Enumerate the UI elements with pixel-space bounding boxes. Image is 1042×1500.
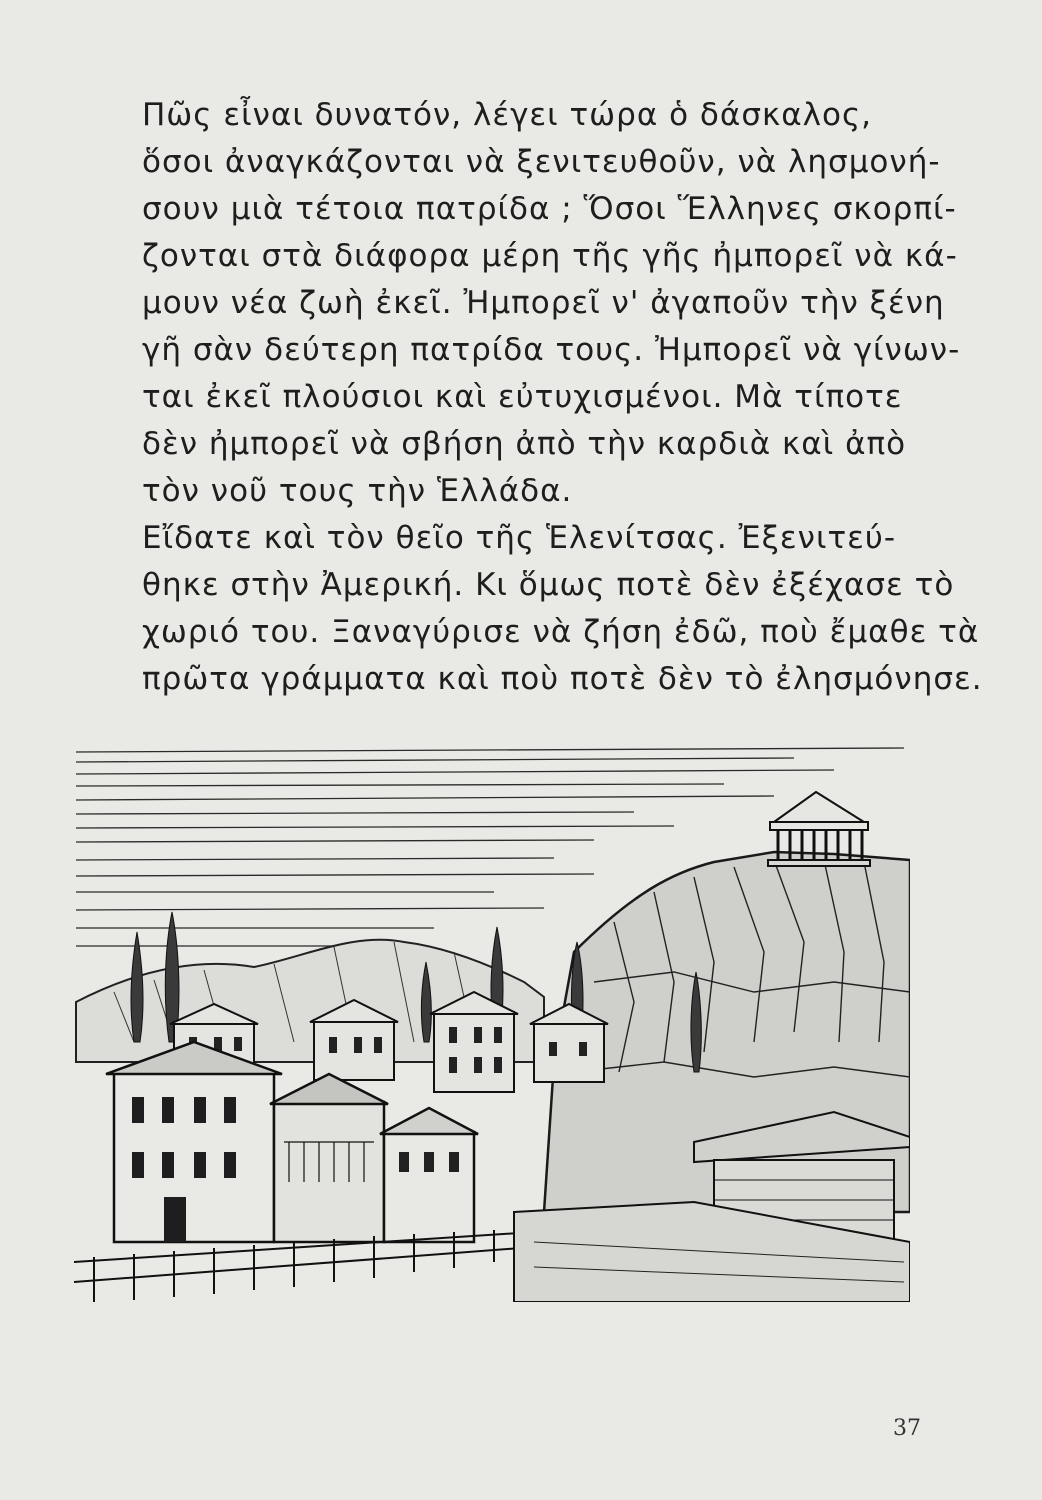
text-line: ται ἐκεῖ πλούσιοι καὶ εὐτυχισμένοι. Μὰ τίποτε (142, 379, 903, 415)
text-line: θηκε στὴν Ἀμερική. Κι ὅμως ποτὲ δὲν ἐξέχασε τὸ (142, 567, 955, 603)
illustration-drawing (74, 742, 910, 1302)
text-line: Πῶς εἶναι δυνατόν, λέγει τώρα ὁ δάσκαλος, (142, 97, 873, 133)
body-text (110, 92, 983, 703)
text-line: τὸν νοῦ τους τὴν Ἑλλάδα. (142, 473, 573, 509)
acropolis-illustration (74, 742, 910, 1302)
text-line: σουν μιὰ τέτοια πατρίδα ; Ὅσοι Ἕλληνες σκορπί- (142, 191, 957, 227)
text-line: μουν νέα ζωὴ ἐκεῖ. Ἠμπορεῖ ν' ἀγαποῦν τὴν ξένη (142, 285, 945, 321)
text-line: Εἴδατε καὶ τὸν θεῖο τῆς Ἑλενίτσας. Ἐξενιτεύ- (142, 520, 897, 556)
text-line: χωριό του. Ξαναγύρισε νὰ ζήση ἐδῶ, ποὺ ἔμαθε τὰ (142, 614, 980, 650)
text-line: ζονται στὰ διάφορα μέρη τῆς γῆς ἠμπορεῖ νὰ κά- (142, 238, 958, 274)
text-line: πρῶτα γράμματα καὶ ποὺ ποτὲ δὲν τὸ ἐλησμόνησε. (142, 661, 983, 697)
text-line: δὲν ἠμπορεῖ νὰ σβήση ἀπὸ τὴν καρδιὰ καὶ ἀπὸ (142, 426, 907, 462)
text-line: γῆ σὰν δεύτερη πατρίδα τους. Ἠμπορεῖ νὰ γίνων- (142, 332, 961, 368)
paragraph-1 (110, 92, 961, 515)
paragraph-2 (110, 515, 983, 703)
text-line: ὅσοι ἀναγκάζονται νὰ ξενιτευθοῦν, νὰ λησμονή- (142, 144, 941, 180)
page-number: 37 (893, 1416, 921, 1441)
foreground-house (106, 1042, 478, 1242)
